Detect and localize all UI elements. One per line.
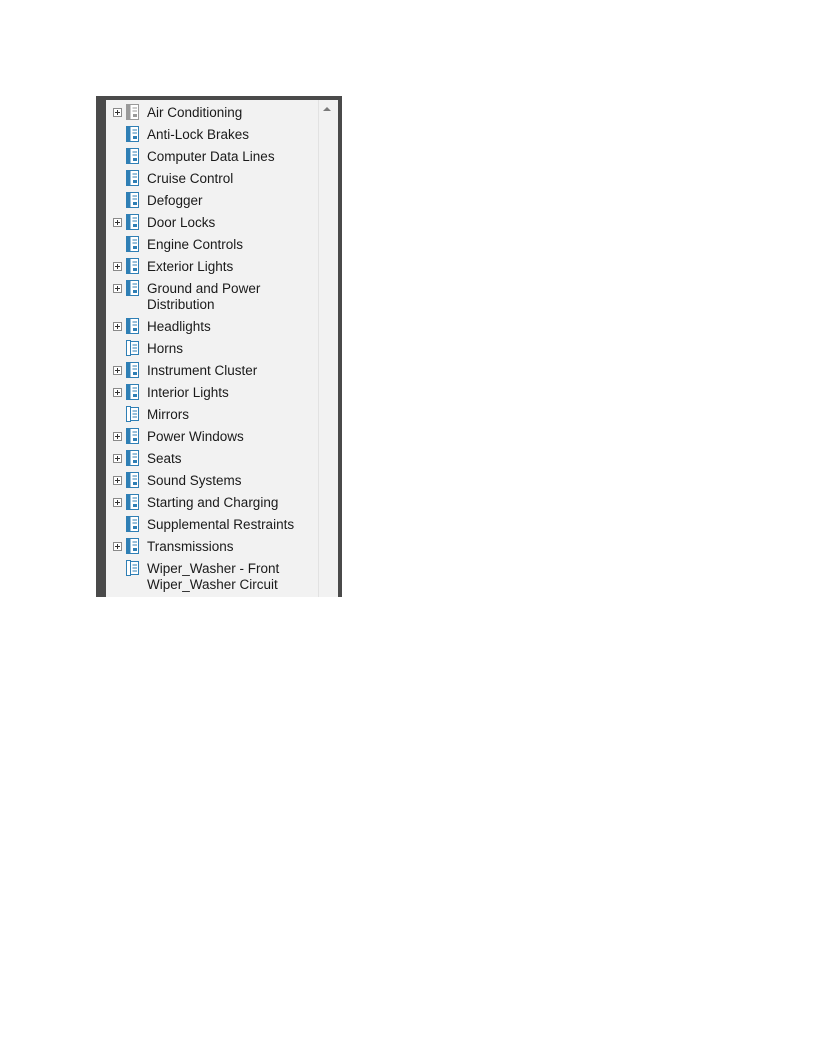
expand-icon[interactable]	[113, 366, 122, 375]
tree-item[interactable]	[106, 124, 318, 146]
tree-item[interactable]	[106, 316, 318, 338]
expand-icon[interactable]	[113, 454, 122, 463]
tree-item-label: Instrument Cluster	[147, 363, 258, 378]
blue-book-icon	[126, 258, 139, 274]
expand-icon[interactable]	[113, 388, 122, 397]
tree-item-label-continued: Wiper_Washer Circuit	[147, 577, 278, 592]
blue-book-icon	[126, 538, 139, 554]
blue-book-icon	[126, 516, 139, 532]
blue-book-icon	[126, 236, 139, 252]
tree-item[interactable]	[106, 256, 318, 278]
tree-item[interactable]	[106, 404, 318, 426]
tree-item-label: Defogger	[147, 193, 203, 208]
tree-view[interactable]	[106, 100, 338, 597]
blue-book-icon	[126, 170, 139, 186]
expand-icon[interactable]	[113, 284, 122, 293]
tree-item[interactable]	[106, 146, 318, 168]
expand-icon[interactable]	[113, 476, 122, 485]
blue-book-icon	[126, 148, 139, 164]
tree-item-label: Power Windows	[147, 429, 244, 444]
tree-item-label: Door Locks	[147, 215, 216, 230]
tree-item[interactable]	[106, 338, 318, 360]
tree-item-label: Exterior Lights	[147, 259, 234, 274]
tree-item-label: Transmissions	[147, 539, 234, 554]
expand-icon[interactable]	[113, 498, 122, 507]
blue-book-icon	[126, 472, 139, 488]
tree-item[interactable]	[106, 278, 318, 316]
tree-item-label: Cruise Control	[147, 171, 234, 186]
tree-item-label-continued: Distribution	[147, 297, 215, 312]
tree-item-label: Anti-Lock Brakes	[147, 127, 250, 142]
blue-book-icon	[126, 450, 139, 466]
vertical-scrollbar[interactable]	[318, 100, 338, 597]
blue-book-icon	[126, 126, 139, 142]
tree-item-label: Horns	[147, 341, 184, 356]
blue-book-icon	[126, 214, 139, 230]
tree-item[interactable]	[106, 234, 318, 256]
blue-book-icon	[126, 192, 139, 208]
tree-item-label: Sound Systems	[147, 473, 242, 488]
tree-item-label: Air Conditioning	[147, 105, 243, 120]
expand-icon[interactable]	[113, 108, 122, 117]
tree-item-label: Computer Data Lines	[147, 149, 275, 164]
tree-item[interactable]	[106, 492, 318, 514]
tree-item-label: Starting and Charging	[147, 495, 279, 510]
tree-item[interactable]	[106, 168, 318, 190]
tree-item[interactable]	[106, 382, 318, 404]
tree-item-label: Engine Controls	[147, 237, 244, 252]
blue-book-icon	[126, 494, 139, 510]
blue-book-icon	[126, 280, 139, 296]
blue-book-icon	[126, 318, 139, 334]
tree-item[interactable]	[106, 470, 318, 492]
expand-icon[interactable]	[113, 542, 122, 551]
tree-list	[106, 100, 318, 597]
blue-book-icon	[126, 428, 139, 444]
tree-item-label: Wiper_Washer - Front	[147, 561, 280, 576]
tree-item-label: Interior Lights	[147, 385, 229, 400]
tree-item-label: Mirrors	[147, 407, 189, 422]
tree-item[interactable]	[106, 102, 318, 124]
tree-item[interactable]	[106, 514, 318, 536]
blue-book-icon	[126, 362, 139, 378]
tree-item[interactable]	[106, 536, 318, 558]
tree-item[interactable]	[106, 448, 318, 470]
tree-item-label: Supplemental Restraints	[147, 517, 295, 532]
tree-item[interactable]	[106, 212, 318, 234]
expand-icon[interactable]	[113, 218, 122, 227]
expand-icon[interactable]	[113, 432, 122, 441]
tree-item[interactable]	[106, 360, 318, 382]
tree-item-label: Headlights	[147, 319, 211, 334]
expand-icon[interactable]	[113, 262, 122, 271]
tree-item-label: Ground and Power	[147, 281, 261, 296]
tree-item[interactable]	[106, 558, 318, 596]
tree-item[interactable]	[106, 426, 318, 448]
blue-page-icon	[126, 406, 139, 422]
tree-item[interactable]	[106, 190, 318, 212]
gray-book-icon	[126, 104, 139, 120]
navigation-panel	[96, 96, 342, 597]
tree-item-label: Seats	[147, 451, 182, 466]
expand-icon[interactable]	[113, 322, 122, 331]
blue-page-icon	[126, 340, 139, 356]
scroll-up-arrow-icon[interactable]	[323, 107, 331, 111]
blue-page-icon	[126, 560, 139, 576]
blue-book-icon	[126, 384, 139, 400]
